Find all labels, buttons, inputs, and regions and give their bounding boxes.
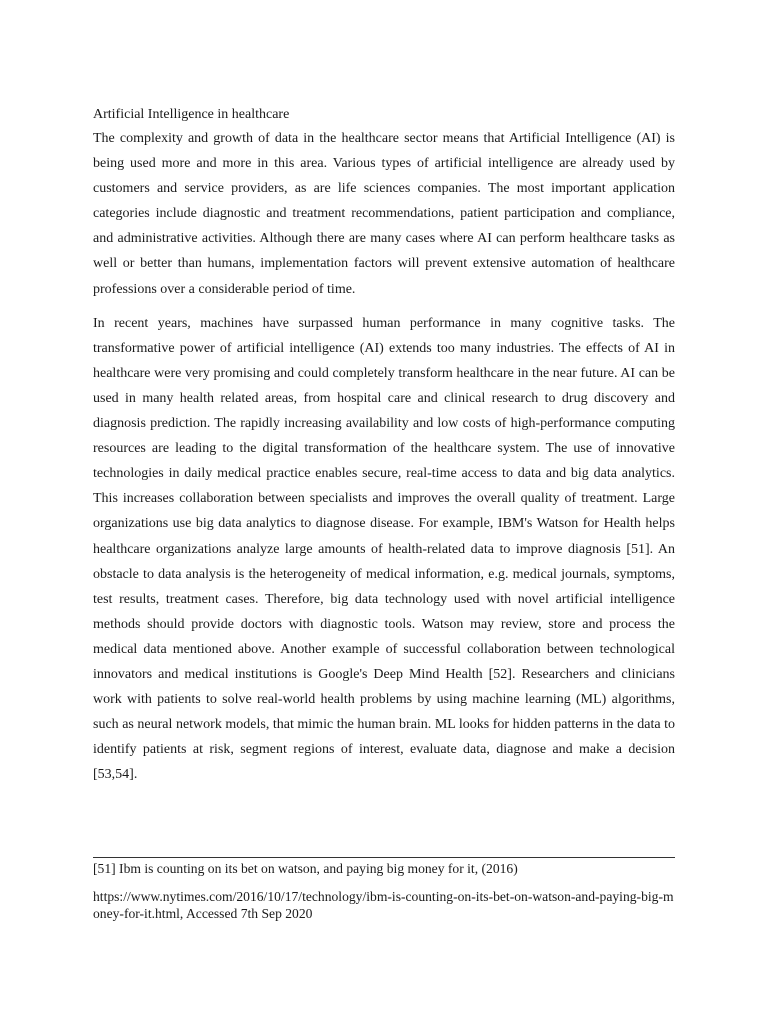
footnote-separator bbox=[93, 857, 675, 858]
footnote-citation: [51] Ibm is counting on its bet on watson, and paying big money for it, (2016) bbox=[93, 861, 518, 876]
paragraph-recent-years: In recent years, machines have surpassed human performance in many cognitive tasks. The transformative power of artificial intelligence (AI) extends too many industries. The effects of AI in healthcare were very promising and could completely transform healthcare in the near future. AI can be used in many health related areas, from hospital care and clinical research to drug discovery and diagnosis prediction. The rapidly increasing availability and low costs of high-performance computing resources are leading to the digital transformation of the healthcare system. The use of innovative technologies in daily medical practice enables secure, real-time access to data and big data analytics. This increases collaboration between specialists and improves the overall quality of treatment. Large organizations use big data analytics to diagnose disease. For example, IBM's Watson for Health helps healthcare organizations analyze large amounts of health-related data to improve diagnosis [51]. An obstacle to data analysis is the heterogeneity of medical information, e.g. medical journals, symptoms, test results, treatment cases. Therefore, big data technology used with novel artificial intelligence methods should provide doctors with diagnostic tools. Watson may review, store and process the medical data mentioned above. Another example of successful collaboration between technological innovators and medical institutions is Google's Deep Mind Health [52]. Researchers and clinicians work with patients to solve real-world health problems by using machine learning (ML) algorithms, such as neural network models, that mimic the human brain. ML looks for hidden patterns in the data to identify patients at risk, segment regions of interest, evaluate data, diagnose and make a decision [53,54]. bbox=[93, 315, 675, 783]
footnote bbox=[93, 860, 675, 922]
document-body bbox=[93, 104, 675, 787]
paragraph-intro: The complexity and growth of data in the healthcare sector means that Artificial Intelligence (AI) is being used more and more in this area. Various types of artificial intelligence are already used by customers and service providers, as are life sciences companies. The most important application categories include diagnostic and treatment recommendations, patient participation and compliance, and administrative activities. Although there are many cases where AI can perform healthcare tasks as well or better than humans, implementation factors will prevent extensive automation of healthcare professions over a considerable period of time. bbox=[93, 131, 675, 297]
footnote-url: https://www.nytimes.com/2016/10/17/technology/ibm-is-counting-on-its-bet-on-watson-and-paying-big-money-for-it.html, Accessed 7th Sep 2020 bbox=[93, 889, 674, 921]
section-heading: Artificial Intelligence in healthcare bbox=[93, 107, 290, 122]
